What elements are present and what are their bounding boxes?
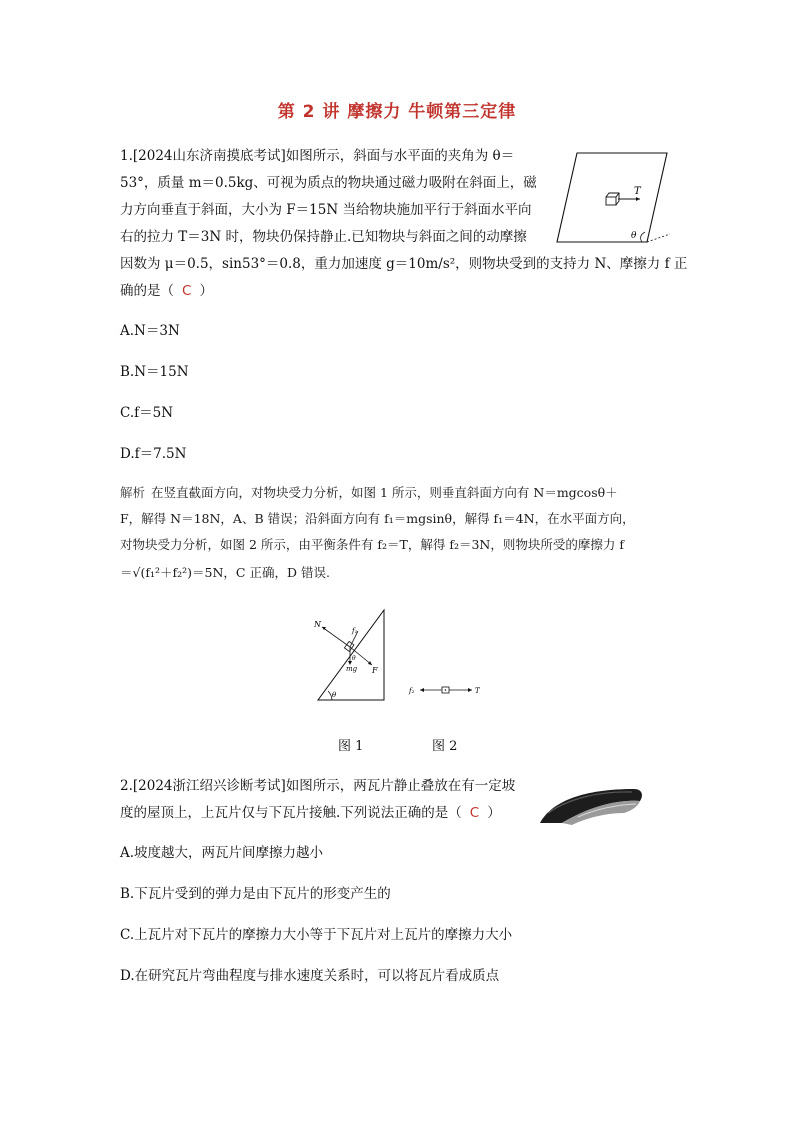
roof-tiles-image xyxy=(538,783,646,827)
fig-label-theta: θ xyxy=(631,231,637,241)
q1-line-6 xyxy=(120,281,213,301)
page-title: 第 2 讲 摩擦力 牛顿第三定律 xyxy=(277,102,517,122)
q1-option-c: C.f＝5N xyxy=(120,405,174,421)
q1-solution-line-2: F，解得 N＝18N，A、B 错误；沿斜面方向有 f₁＝mgsinθ，解得 f₁＝4N，在水平面方向， xyxy=(120,511,635,526)
q2-line-2: 度的屋顶上，上瓦片仅与下瓦片接触.下列说法正确的是（ C ） xyxy=(120,805,501,821)
q1-solution-line-4: ＝√(f₁²＋f₂²)＝5N，C 正确，D 错误. xyxy=(120,565,330,580)
q1-solution-line-3: 对物块受力分析，如图 2 所示，由平衡条件有 f₂＝T，解得 f₂＝3N，则物块所受的摩擦力 f xyxy=(120,537,624,552)
figure-2-caption: 图 2 xyxy=(432,739,458,754)
q1-option-d: D.f＝7.5N xyxy=(120,446,187,462)
q1-solution-line-1: 解析 在竖直截面方向，对物块受力分析，如图 1 所示，则垂直斜面方向有 N＝mgcosθ＋ xyxy=(120,485,618,500)
fig1-label-theta-inner: θ xyxy=(352,655,356,662)
q2-option-d: D.在研究瓦片弯曲程度与排水速度关系时，可以将瓦片看成质点 xyxy=(120,968,500,984)
fig-label-T: T xyxy=(634,186,641,197)
figure-1-diagram xyxy=(308,605,390,705)
block-icon xyxy=(606,193,619,205)
fig1-label-mg: mg xyxy=(346,665,358,673)
fig1-label-f1: f₁ xyxy=(352,627,358,635)
q1-line-2: 53°，质量 m＝0.5kg、可视为质点的物块通过磁力吸附在斜面上，磁 xyxy=(120,175,537,191)
q2-option-b: B.下瓦片受到的弹力是由下瓦片的形变产生的 xyxy=(120,886,391,902)
q2-line-1: 2.[2024浙江绍兴诊断考试]如图所示，两瓦片静止叠放在有一定坡 xyxy=(120,778,516,794)
fig2-label-T: T xyxy=(475,687,480,695)
q1-option-a: A.N＝3N xyxy=(120,323,180,339)
fig2-label-f2: f₂ xyxy=(409,687,415,695)
fig1-label-F: F xyxy=(372,666,378,675)
q1-line-1: 1.[2024山东济南摸底考试]如图所示，斜面与水平面的夹角为 θ＝ xyxy=(120,148,515,164)
q1-line-6-post: ） xyxy=(199,283,213,299)
figure-2-diagram xyxy=(408,682,488,698)
q1-answer: C xyxy=(182,283,192,299)
q1-line-5: 因数为 μ＝0.5，sin53°＝0.8，重力加速度 g＝10m/s²，则物块受到的支持力 N、摩擦力 f 正 xyxy=(120,256,688,272)
q1-option-b: B.N＝15N xyxy=(120,364,189,380)
q2-option-c: C.上瓦片对下瓦片的摩擦力大小等于下瓦片对上瓦片的摩擦力大小 xyxy=(120,927,513,943)
incline-figure xyxy=(552,150,672,250)
q1-line-4: 右的拉力 T＝3N 时，物块仍保持静止.已知物块与斜面之间的动摩擦 xyxy=(120,229,527,245)
q1-line-6-pre: 确的是（ xyxy=(120,283,174,299)
solution-label: 解析 xyxy=(120,485,146,500)
fig1-label-N: N xyxy=(314,620,321,629)
fig1-label-theta: θ xyxy=(332,691,337,699)
q2-option-a: A.坡度越大，两瓦片间摩擦力越小 xyxy=(120,845,324,861)
q1-line-3: 力方向垂直于斜面，大小为 F＝15N 当给物块施加平行于斜面水平向 xyxy=(120,202,532,218)
figure-1-caption: 图 1 xyxy=(338,739,364,754)
q2-answer: C xyxy=(469,805,480,821)
